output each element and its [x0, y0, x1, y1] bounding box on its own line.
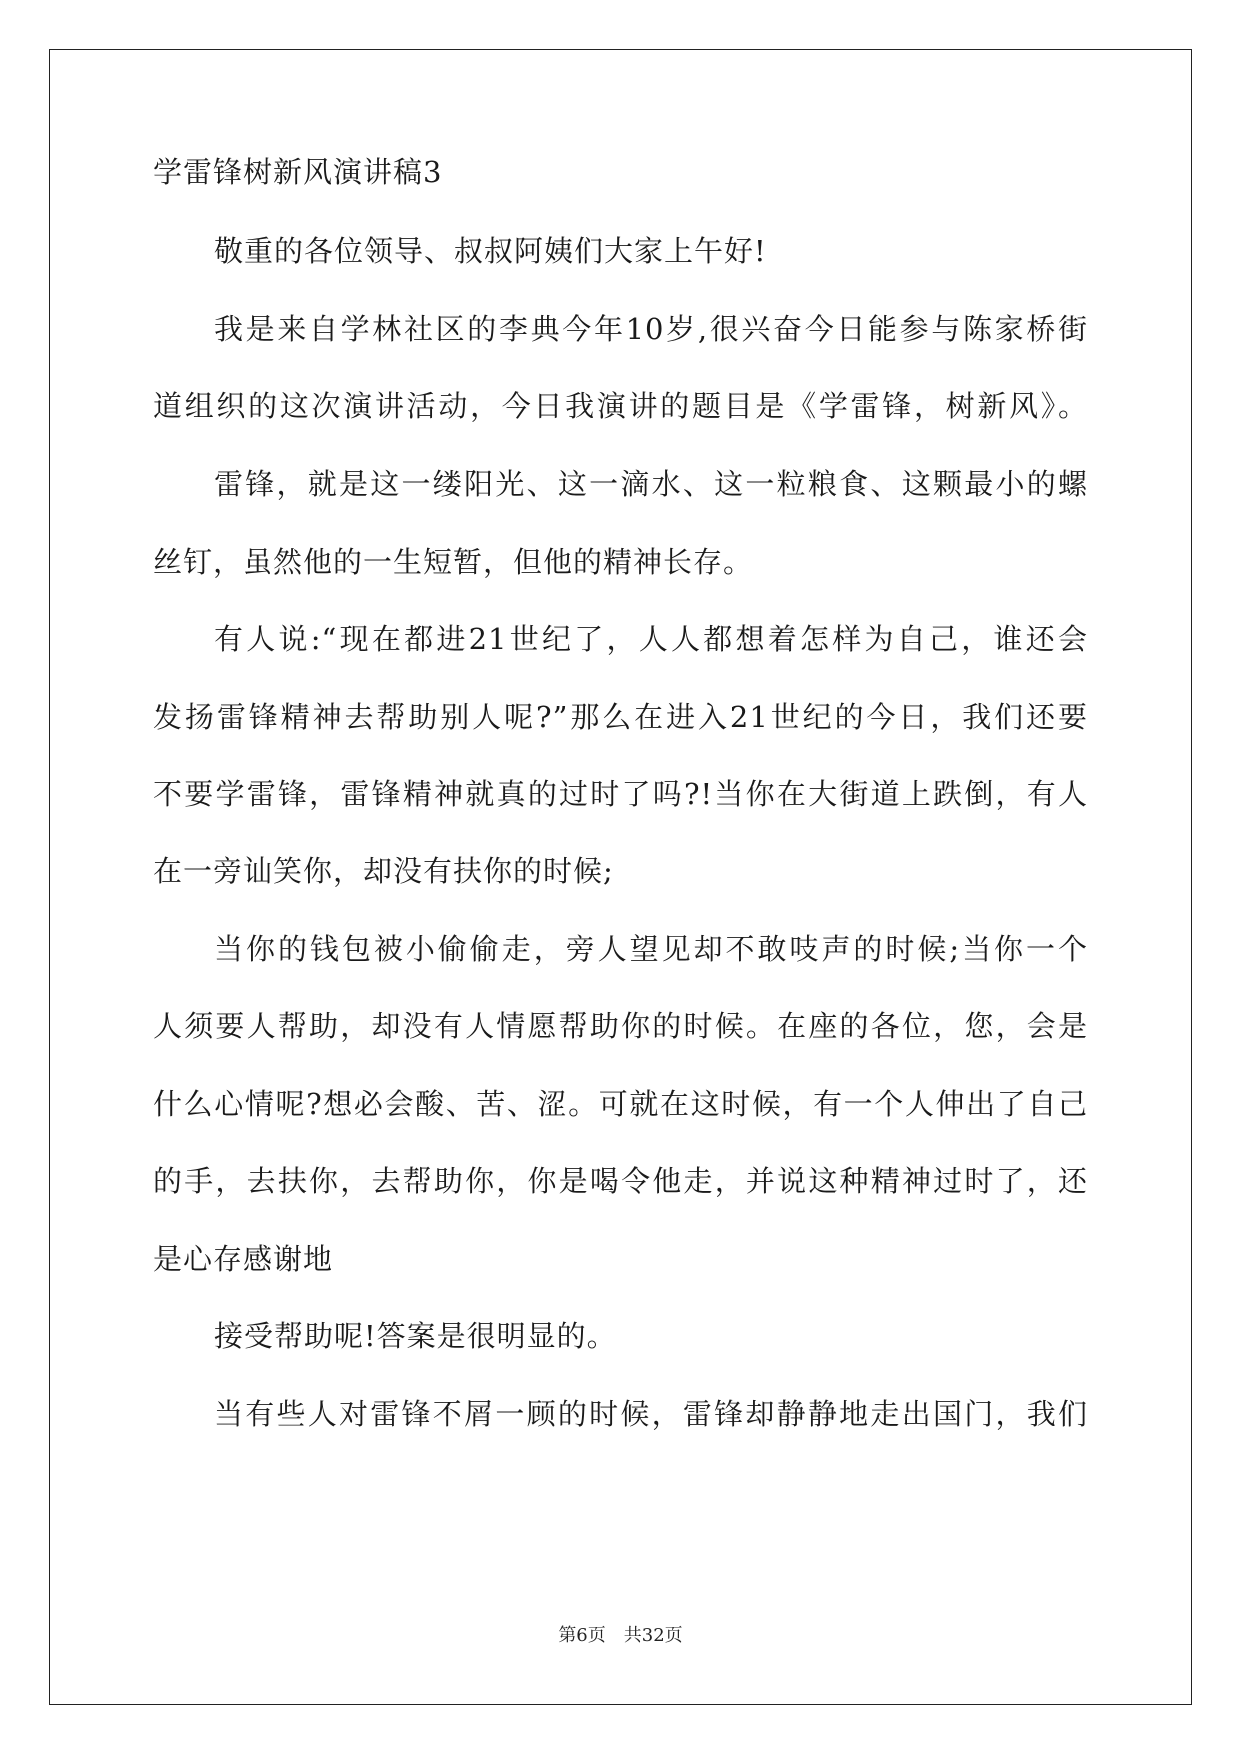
text-line: 不要学雷锋，雷锋精神就真的过时了吗?!当你在大街道上跌倒，有人 — [153, 777, 1088, 811]
text-line: 我是来自学林社区的李典今年10岁,很兴奋今日能参与陈家桥街 — [214, 312, 1088, 346]
text-line: 当有些人对雷锋不屑一顾的时候，雷锋却静静地走出国门，我们 — [214, 1397, 1088, 1431]
text-line: 当你的钱包被小偷偷走，旁人望见却不敢吱声的时候;当你一个 — [214, 932, 1088, 966]
text-line: 敬重的各位领导、叔叔阿姨们大家上午好! — [214, 234, 767, 268]
text-line: 什么心情呢?想必会酸、苦、涩。可就在这时候，有一个人伸出了自己 — [153, 1087, 1088, 1121]
page-number: 第6页 共32页 — [558, 1625, 683, 1646]
text-line: 有人说:“现在都进21世纪了，人人都想着怎样为自己，谁还会 — [214, 622, 1088, 656]
text-line: 雷锋，就是这一缕阳光、这一滴水、这一粒粮食、这颗最小的螺 — [214, 467, 1088, 501]
text-line: 人须要人帮助，却没有人情愿帮助你的时候。在座的各位，您，会是 — [153, 1009, 1088, 1043]
text-line: 是心存感谢地 — [153, 1242, 334, 1276]
text-line: 的手，去扶你，去帮助你，你是喝令他走，并说这种精神过时了，还 — [153, 1164, 1088, 1198]
text-line: 丝钉，虽然他的一生短暂，但他的精神长存。 — [153, 545, 754, 579]
text-line: 接受帮助呢!答案是很明显的。 — [214, 1319, 617, 1353]
document-title: 学雷锋树新风演讲稿3 — [153, 155, 443, 189]
text-line: 在一旁讪笑你，却没有扶你的时候; — [153, 854, 614, 888]
text-line: 发扬雷锋精神去帮助别人呢?”那么在进入21世纪的今日，我们还要 — [153, 700, 1088, 734]
text-line: 道组织的这次演讲活动，今日我演讲的题目是《学雷锋，树新风》。 — [153, 389, 1088, 423]
